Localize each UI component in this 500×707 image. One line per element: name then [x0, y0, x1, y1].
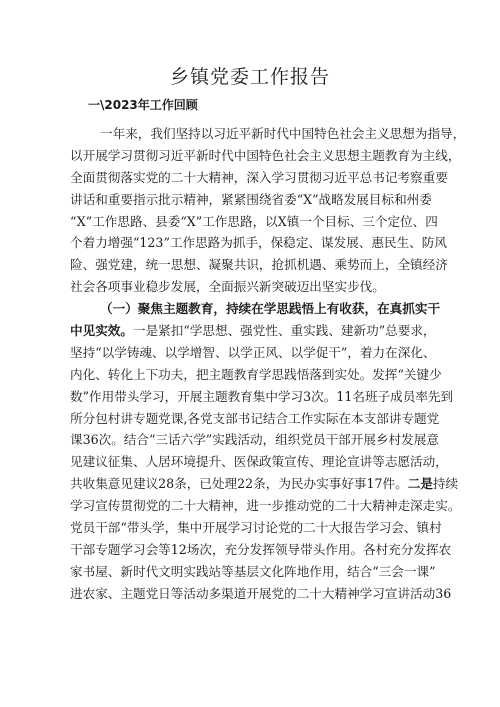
document-body — [70, 123, 466, 605]
subsection-heading-cont: 中见实效。 — [70, 323, 133, 339]
paragraph-line: 险、强党建，统一思想、凝聚共识，抢抓机遇、乘势而上，全镇经济 — [70, 257, 448, 273]
subsection-line: 数”作用带头学习，开展主题教育集中学习3次。11名班子成员率先到 — [70, 388, 454, 404]
paragraph-line: 社会各项事业稳步发展，全面振兴新突破迈出坚实步伐。 — [70, 279, 385, 295]
subsection-line: 学习宣传贯彻党的二十大精神，进一步推动党的二十大精神走深走实。 — [70, 498, 461, 514]
subsection-line — [70, 473, 459, 495]
subsection-text: 持续 — [432, 476, 459, 492]
subsection-line — [70, 320, 442, 342]
subsection-line: 见建议征集、人居环境提升、医保政策宣传、理论宣讲等志愿活动， — [70, 454, 448, 470]
subsection-line: 课36次。结合“三话六学”实践活动，组织党员干部开展乡村发展意 — [70, 432, 439, 448]
paragraph-line: 全面贯彻落实党的二十大精神，深入学习贯彻习近平总书记考察重要 — [70, 169, 448, 185]
paragraph-line: “X”工作思路、县委“X”工作思路，以X镇一个目标、三个定位、四 — [70, 213, 438, 229]
document-title: 乡镇党委工作报告 — [169, 66, 330, 88]
subsection-text: 共收集意见建议28条，已处理22条，为民办实事好事17件。 — [70, 476, 408, 492]
subsection-line: 进农家、主题党日等活动多渠道开展党的二十大精神学习宣讲活动36 — [70, 585, 452, 601]
subsection-line: 所分包村讲专题党课,各党支部书记结合工作实际在本支部讲专题党 — [70, 410, 440, 426]
paragraph-line: 以开展学习贯彻习近平新时代中国特色社会主义思想主题教育为主线， — [70, 147, 461, 163]
subsection-line: 家书屋、新时代文明实践站等基层文化阵地作用，结合“三会一课” — [70, 563, 436, 579]
paragraph-line: 讲话和重要指示批示精神，紧紧围绕省委“X”战略发展目标和州委 — [70, 191, 432, 207]
subsection-text: 一是紧扣“学思想、强党性、重实践、建新功”总要求， — [132, 323, 436, 339]
subsection-line: 干部专题学习会等12场次，充分发挥领导带头作用。各村充分发挥农 — [70, 541, 452, 557]
paragraph-line: 个着力增强“123”工作思路为抓手，保稳定、谋发展、惠民生、防风 — [70, 235, 447, 251]
paragraph-line: 一年来，我们坚持以习近平新时代中国特色社会主义思想为指导， — [100, 126, 466, 141]
subsection-line: 坚持“以学铸魂、以学增智、以学正风、以学促干”，着力在深化、 — [70, 344, 436, 360]
subsection-line: 内化、转化上下功夫，把主题教育学思践悟落到实处。发挥“关键少 — [70, 366, 442, 382]
subsection-line: 党员干部“带头学，集中开展学习讨论党的二十大报告学习会、镇村 — [70, 520, 442, 536]
subsection-heading: （一）聚焦主题教育，持续在学思践悟上有收获，在真抓实干 — [100, 301, 441, 317]
section-heading: 一\2023年工作回顾 — [88, 98, 198, 112]
bold-lead: 二是 — [407, 476, 433, 492]
